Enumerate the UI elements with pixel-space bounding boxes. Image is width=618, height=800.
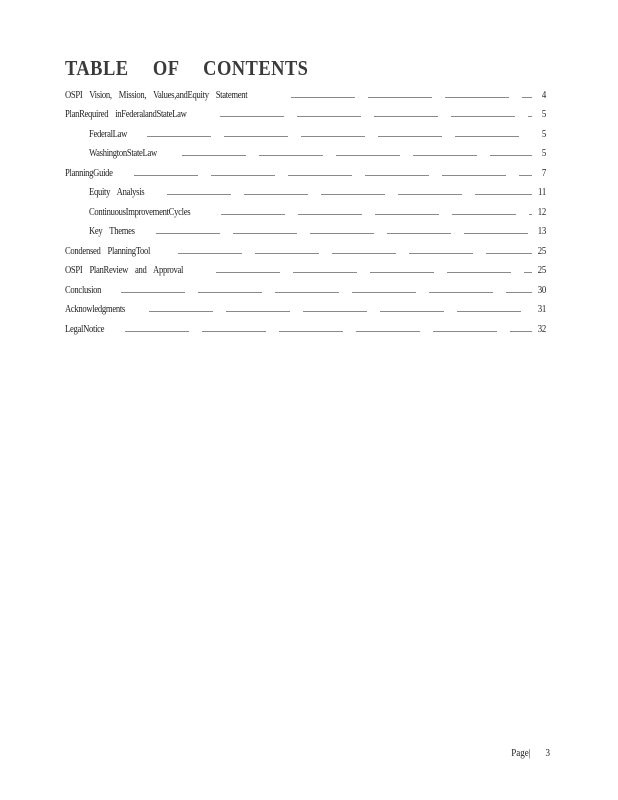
toc-entry[interactable] bbox=[65, 121, 546, 141]
toc-entry[interactable] bbox=[65, 141, 546, 161]
toc-entry-label: Condensed PlanningTool bbox=[65, 245, 151, 257]
toc-entry-label: WashingtonStateLaw bbox=[89, 148, 157, 159]
toc-entry-page-number: 31 bbox=[537, 304, 546, 315]
toc-entry-label: Acknowledgments bbox=[65, 304, 125, 315]
toc-leader-line bbox=[220, 116, 532, 117]
toc-entry-page-number: 25 bbox=[537, 265, 546, 276]
toc-entry-label: Conclusion bbox=[65, 284, 102, 296]
toc-entry[interactable] bbox=[65, 102, 546, 122]
toc-entry-page-number: 5 bbox=[541, 109, 546, 120]
toc-entry-page-number: 5 bbox=[541, 148, 546, 159]
toc-entry-page-number: 7 bbox=[541, 167, 546, 179]
toc-leader-line bbox=[149, 311, 532, 312]
footer-page-number: 3 bbox=[545, 748, 550, 759]
toc-entry-page-number: 13 bbox=[537, 226, 546, 237]
toc-leader-line bbox=[167, 194, 532, 195]
toc-entry-label: LegalNotice bbox=[65, 323, 105, 335]
toc-entry-page-number: 12 bbox=[537, 206, 546, 218]
toc-entry[interactable] bbox=[65, 238, 546, 258]
toc-title: TABLE OF CONTENTS bbox=[65, 56, 309, 80]
toc-entry-label: ContinuousImprovementCycles bbox=[89, 206, 191, 218]
toc-leader-line bbox=[121, 292, 532, 293]
toc-leader-line bbox=[125, 331, 532, 332]
page-footer bbox=[511, 748, 550, 759]
toc-entry[interactable] bbox=[65, 316, 546, 336]
toc-entry-label: OSPI PlanReview and Approval bbox=[65, 265, 184, 276]
toc-entry[interactable] bbox=[65, 219, 546, 239]
toc-entry-page-number: 4 bbox=[541, 89, 546, 101]
toc-entry[interactable] bbox=[65, 160, 546, 180]
toc-leader-line bbox=[156, 233, 532, 234]
toc-entry-label: PlanRequired inFederalandStateLaw bbox=[65, 109, 187, 120]
toc-leader-line bbox=[182, 155, 532, 156]
toc-entry-page-number: 25 bbox=[537, 245, 546, 257]
toc-entry-label: OSPI Vision, Mission, Values,andEquity Statement bbox=[65, 89, 248, 101]
toc-entry[interactable] bbox=[65, 277, 546, 297]
toc-list bbox=[65, 82, 546, 336]
toc-entry-label: FederalLaw bbox=[89, 128, 128, 140]
toc-entry[interactable] bbox=[65, 82, 546, 102]
toc-entry[interactable] bbox=[65, 297, 546, 317]
toc-entry[interactable] bbox=[65, 199, 546, 219]
toc-entry-page-number: 11 bbox=[538, 187, 546, 198]
toc-leader-line bbox=[216, 272, 532, 273]
toc-entry-label: Key Themes bbox=[89, 226, 135, 237]
toc-entry[interactable] bbox=[65, 258, 546, 278]
toc-entry-page-number: 32 bbox=[537, 323, 546, 335]
toc-leader-line bbox=[221, 214, 532, 215]
toc-entry-page-number: 5 bbox=[541, 128, 546, 140]
toc-entry[interactable] bbox=[65, 180, 546, 200]
toc-entry-label: Equity Analysis bbox=[89, 187, 145, 198]
toc-leader-line bbox=[147, 136, 532, 137]
toc-leader-line bbox=[134, 175, 532, 176]
toc-leader-line bbox=[291, 97, 532, 98]
toc-entry-page-number: 30 bbox=[537, 284, 546, 296]
toc-entry-label: PlanningGuide bbox=[65, 167, 113, 179]
toc-leader-line bbox=[178, 253, 532, 254]
footer-page-label: Page| bbox=[511, 748, 531, 759]
